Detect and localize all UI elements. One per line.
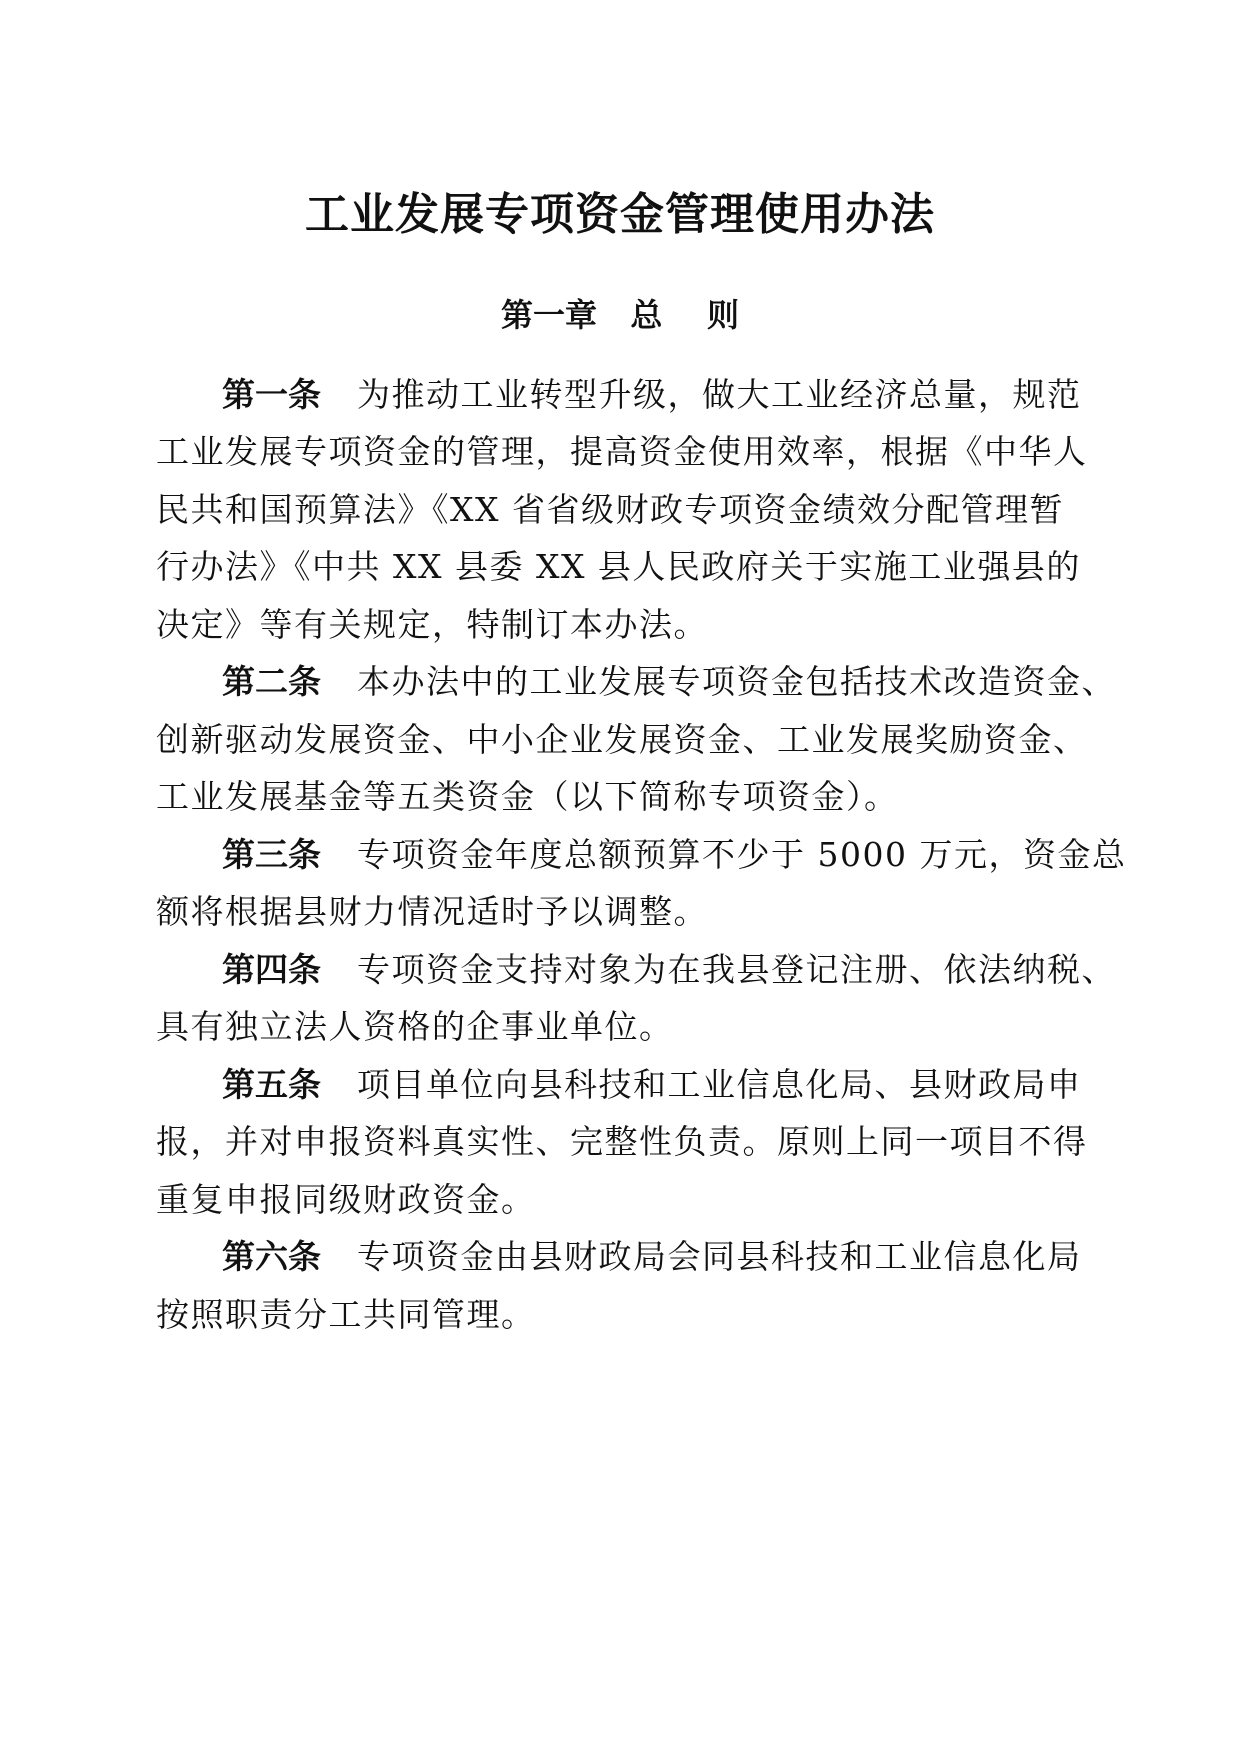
- article-6-line-2: 按照职责分工共同管理。: [156, 1295, 536, 1334]
- chapter-title: 第一章 总 则: [501, 296, 739, 334]
- article-4-text: 专项资金支持对象为在我县登记注册、依法纳税、: [357, 950, 1116, 989]
- article-5-label: 第五条: [222, 1065, 321, 1104]
- article-3-text: 专项资金年度总额预算不少于 5000 万元，资金总: [357, 835, 1127, 874]
- article-6-label: 第六条: [222, 1237, 321, 1276]
- article-1-line-1: [222, 373, 1086, 417]
- article-2-line-1: [222, 660, 1116, 704]
- article-5-line-3: 重复申报同级财政资金。: [156, 1180, 536, 1219]
- article-1-line-4: 行办法》《中共 XX 县委 XX 县人民政府关于实施工业强县的: [156, 547, 1081, 586]
- article-4-label: 第四条: [222, 950, 321, 989]
- article-4-line-2: 具有独立法人资格的企事业单位。: [156, 1007, 674, 1046]
- article-2-line-3: 工业发展基金等五类资金（以下简称专项资金）。: [156, 777, 899, 816]
- document-title: 工业发展专项资金管理使用办法: [305, 189, 935, 240]
- article-3-label: 第三条: [222, 835, 321, 874]
- article-1-label: 第一条: [222, 375, 321, 414]
- article-5-text: 项目单位向县科技和工业信息化局、县财政局申: [357, 1065, 1082, 1104]
- article-6-line-1: [222, 1235, 1086, 1279]
- article-2-line-2: 创新驱动发展资金、中小企业发展资金、工业发展奖励资金、: [156, 720, 1088, 759]
- article-5-line-1: [222, 1063, 1086, 1107]
- article-2-text: 本办法中的工业发展专项资金包括技术改造资金、: [357, 662, 1116, 701]
- article-6-text: 专项资金由县财政局会同县科技和工业信息化局: [357, 1237, 1082, 1276]
- article-5-line-2: 报，并对申报资料真实性、完整性负责。原则上同一项目不得: [156, 1122, 1088, 1161]
- article-1-line-2: 工业发展专项资金的管理，提高资金使用效率，根据《中华人: [156, 432, 1088, 471]
- article-1-line-5: 决定》等有关规定，特制订本办法。: [156, 605, 708, 644]
- article-3-line-1: [222, 833, 1127, 877]
- article-1-line-3: 民共和国预算法》《XX 省省级财政专项资金绩效分配管理暂: [156, 490, 1064, 529]
- article-2-label: 第二条: [222, 662, 321, 701]
- article-1-text: 为推动工业转型升级，做大工业经济总量，规范: [357, 375, 1082, 414]
- article-4-line-1: [222, 948, 1116, 992]
- article-3-line-2: 额将根据县财力情况适时予以调整。: [156, 892, 708, 931]
